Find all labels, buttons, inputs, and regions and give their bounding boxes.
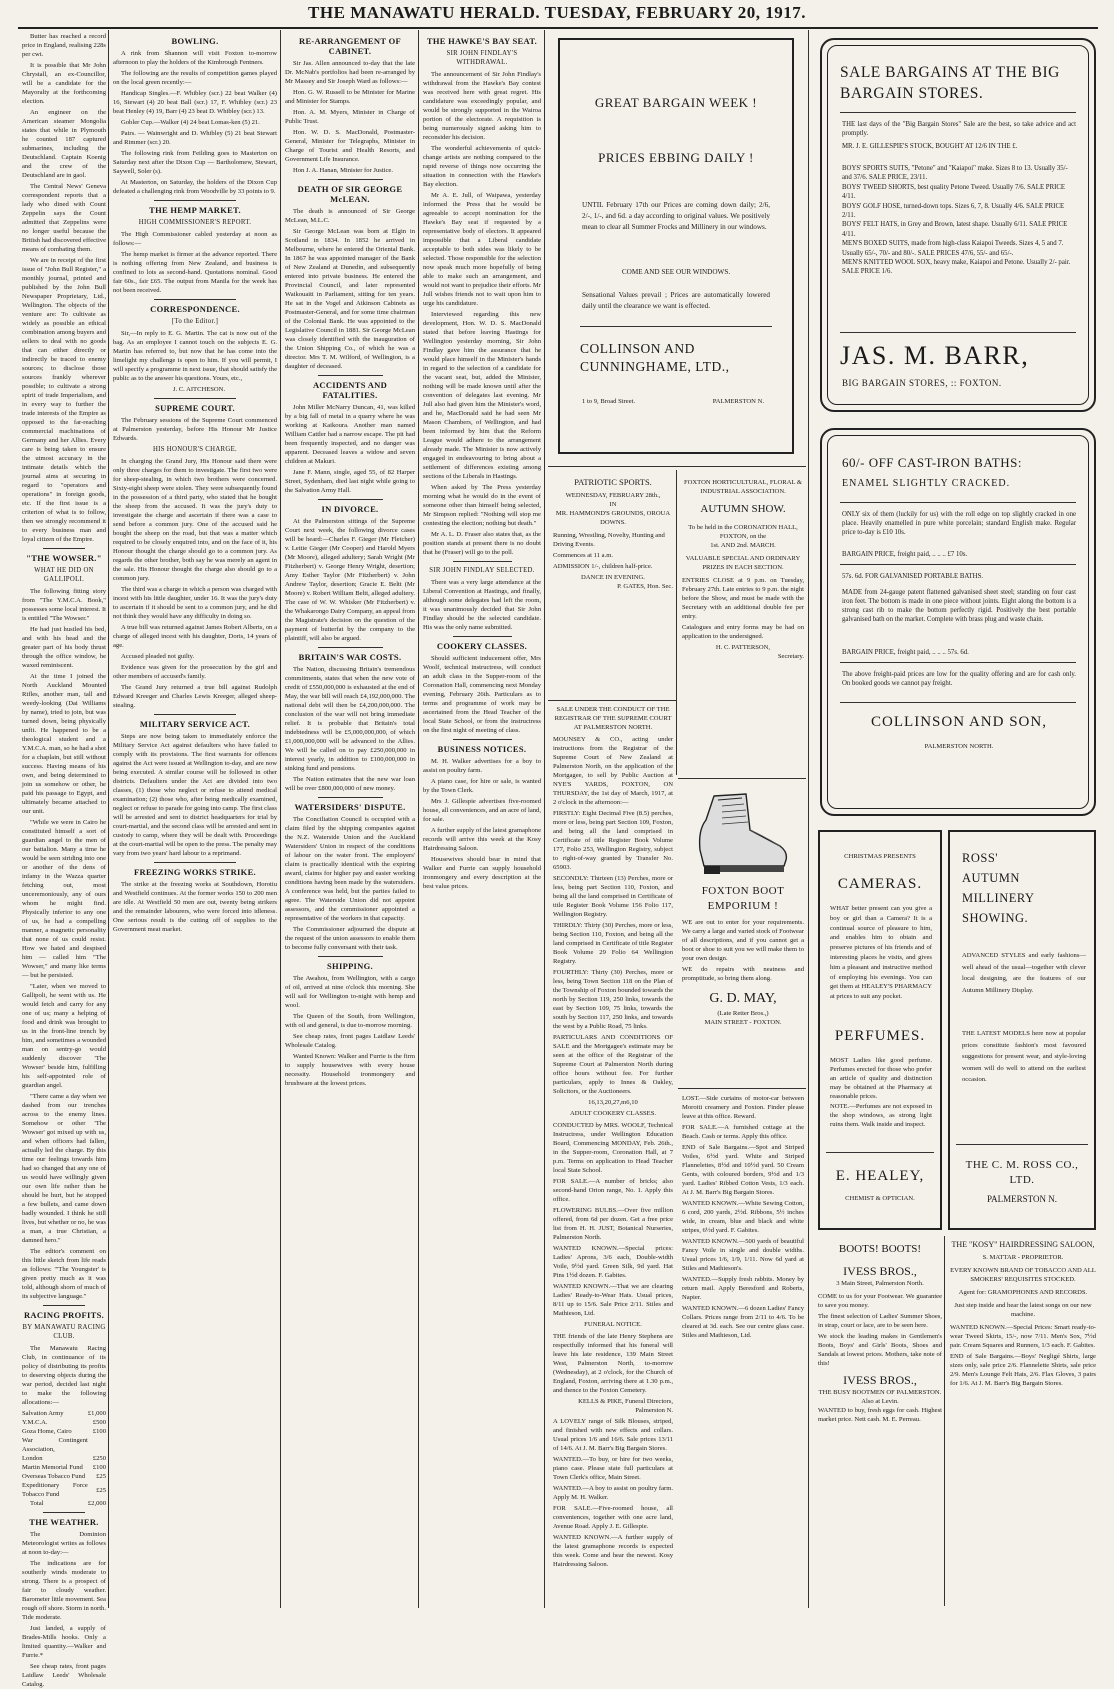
news-paragraph: The indications are for southerly winds moderate to strong. There is a prospect of fair to cloudy weather. Barometer little movement. Sea rough off shore. Storm in north. Tide moderate.: [22, 1560, 106, 1621]
news-paragraph: Handicap Singles.—F. Whibley (scr.) 22 beat Walker (4) 16, Stewart (4) 20 beat Ball (scr.) 17, F. Whibley (scr.) 23 beat Henley (4) 19, Barr (4) 23 beat D. Whibley (scr.) 13.: [113, 90, 277, 115]
news-paragraph: We are in receipt of the first issue of "John Bull Register," a monthly journal, printed and published by the John Bull Newspaper Proprietary, Ltd., Wellington. The objects of the venture are: To cultivate as widely as possible an ethical combination among buyers and sellers to deal with no goods that can either directly or indirectly be traced to enemy sources; to disclose those sources frankly wherever possible; to cultivate a strong spirit of trade Imperialism, and in every way to further the trade interests of the Empire as opposed to the far-reaching commercial machinations of Germany and her Allies. Every care is being taken to ensure the utmost accuracy in the intimate details which the journal aims at securing in regard to "operators and operations" in foreign goods, etc. If the first issue is a criterion of what is to follow, then we strongly recommend it to every business man and loyal citizen of the Empire.: [22, 257, 106, 543]
news-paragraph: Hon J. A. Hanan, Minister for Justice.: [293, 167, 393, 174]
article-heading: MILITARY SERVICE ACT.: [139, 719, 251, 729]
small-ad: FLOWERING BULBS.—Over five million offered, from 6d per dozen. Get a free price list from H. H. JUST, Botanical Nurseries, Palmerston North.: [553, 1207, 673, 1241]
small-ad: END of Sale Bargains.—Boys' Negligé Shirts, large sizes only, sale price 2/6. Flannelette Shirts, sale price 2/9. Men's Lounge Felt Hats, 2/6. Flax Gloves, 3 pairs for 1/6. At J. M. Barr's Big Bargain Stores.: [950, 1353, 1096, 1387]
separator: [43, 1512, 85, 1513]
news-paragraph: The Grand Jury returned a true bill against Rudolph Edward Kreeger and Charles Lewis Kreeger, alleged sheep-stealing.: [113, 684, 277, 709]
sale-paragraph: THIRDLY: Thirty (30) Perches, more or less, being Section 110, Foxton, and being all the land comprised in Certificate of title Register Book Volume 29 Folio 64 Wellington Registry.: [553, 922, 673, 965]
column-3: [285, 32, 415, 1607]
news-paragraph: See cheap rates, front pages Laidlaw Leeds' Wholesale Catalog.: [22, 1663, 106, 1688]
ad-catalogues: Catalogues and entry forms may be had on application to the undersigned.: [682, 624, 804, 640]
ad-rule: [840, 564, 1076, 565]
ad-patriotic-sports: [553, 478, 673, 698]
ad-late: (Late Retter Bros.,): [717, 1010, 769, 1017]
separator: [453, 636, 512, 637]
news-paragraph: A true bill was returned against James Robert Alberts, on a charge of alleged incest with his daughter, Doris, 14 years of age.: [113, 624, 277, 649]
ad-firm: JAS. M. BARR,: [840, 341, 1030, 370]
allocation-amount: £25: [96, 1486, 106, 1494]
article-subheading: SIR JOHN FINDLAY'S WITHDRAWAL.: [446, 50, 518, 66]
ad-healey-pharmacy: [818, 830, 942, 1230]
ad-title: SALE BARGAINS AT THE BIG BARGAIN STORES.: [840, 64, 1060, 102]
ad-p2: THE LATEST MODELS here now at popular prices constitute fashion's most favoured suggestions for present wear, and style-loving women will do well to attend on the earliest occasion.: [962, 1030, 1086, 1083]
news-paragraph: He had just hustled his bed, and with his head and the greater part of his body thrust through the office window, he waxed reminiscent.: [22, 626, 106, 669]
allocation-name: Martin Memorial Fund: [22, 1464, 83, 1471]
column-6: [682, 1094, 804, 1604]
article-heading: THE WEATHER.: [29, 1517, 99, 1527]
allocation-row: [22, 1418, 106, 1427]
news-paragraph: In charging the Grand Jury, His Honour said there were only three charges for them to investigate. The first two were for sheep-stealing, in which two brothers were concerned. Sixty-eight sheep were stolen. They were subsequently found in the possession of a third party, who stated that he bought the sheep from the accused. It was the jury's duty to investigate the charge and ascertain if there was a case to send before a common jury. One of the accused said he bought the sheep on the road, but that was a matter which required to be closely enquired into, and on the face of it, his Honour thought the charge should go to a common jury. As regards the other brother, both say he was merely an agent in the sale. His Honour thought the charge also should go to a common jury.: [113, 458, 277, 582]
article-heading: SHIPPING.: [327, 961, 373, 971]
article-heading: CORRESPONDENCE.: [150, 304, 240, 314]
ad-tag: THE BUSY BOOTMEN OF PALMERSTON.: [818, 1389, 942, 1396]
news-paragraph: Mr A. E. Jull, of Waipawa, yesterday informed the Press that he would be agreeable to accept nomination for the Hawke's Bay seat if requested by a representative body of electors. It appeared impossible that a Liberal candidate acceptable to both sides was likely to be selected. Those responsible for the selection now speak much more hopefully of being able to make such an arrangement, and would not want to prejudice their efforts. Mr Jull wishes friends not to wait upon him to urge his candidature.: [423, 192, 541, 307]
sale-paragraph: SECONDLY: Thirteen (13) Perches, more or less, being part Section 110, Foxton, and being all the land comprised in Certificate of title Register Book Volume 156 Folio 117, Wellington Registry.: [553, 875, 673, 918]
ad-title-1: ROSS': [962, 851, 999, 865]
ad-town: PALMERSTON NORTH.: [924, 743, 994, 750]
ad-body: We stock the leading makes in Gentlemen's Boots, Boys' and Girls' Boots, Shoes and Sandals at lowest prices. Mothers, take note of this!: [818, 1333, 942, 1367]
sale-code: 16,13,20,27,m6,10: [588, 1099, 638, 1106]
separator: [453, 739, 512, 740]
sale-paragraph: PARTICULARS AND CONDITIONS OF SALE and the Mortgagee's estimate may be seen at the office of the Registrar of the Supreme Court at Palmerston North during office hours without fee. For further particulars, apply to Innes & Oakley, Solicitors, or the Auctioneers.: [553, 1034, 673, 1095]
news-paragraph: The editor's comment on this little sketch from life reads as follows: "'The Youngster' is given pretty much as it was told, although shorn of much of its subjective language.": [22, 1248, 106, 1300]
ad-place: MR. HAMMOND'S GROUNDS, OROUA DOWNS.: [555, 510, 671, 526]
ad-title: FOXTON BOOT EMPORIUM !: [701, 885, 785, 912]
ad-dance: DANCE IN EVENING.: [581, 574, 645, 581]
news-paragraph: Hon. A. M. Myers, Minister in Charge of Public Trust.: [285, 109, 415, 125]
news-paragraph: The wonderful achievements of quick-change artists are nothing compared to the rapid reverse of things now occurring the situation in connection with the Hawke's Bay election.: [423, 145, 541, 188]
news-paragraph: A piano case, for hire or sale, is wanted by the Town Clerk.: [423, 778, 541, 794]
ad-firm: E. HEALEY,: [835, 1168, 925, 1184]
ad-boot-emporium: [682, 884, 804, 1084]
ad-autumn-show: [682, 478, 804, 778]
news-paragraph: The Conciliation Council is occupied with a claim filed by the shipping companies against the N.Z. Waterside Union and the Auckland Watersiders' Union in respect of the conditions of labour on the water front. The employers' claim is practically identical with the expiring award, claims for higher pay and easier working conditions having been made by the watersiders. A conference was held, but the parties failed to agree. The Waterside Union did not appoint assessors, and the commissioner appointed a representative of the workers in that capacity.: [285, 816, 415, 922]
separator: [318, 956, 383, 957]
ad-body: WHAT better present can you give a boy or girl than a Camera? It is a continual source of pleasure to him, and enables him to obtain and preserve pictures of his friends and of interesting places he visits, and gives him a pleasant and instructive method of employing his evenings. You can get them at HEALEY'S PHARMACY at prices to suit any pocket.: [830, 905, 932, 1001]
small-ad: A LOVELY range of Silk Blouses, striped, and finished with new effects and collars. Usual prices 1/6 and 16/6. Sale prices 13/11 of 14/6. At J. M. Barr's Big Bargain Stores.: [553, 1418, 673, 1452]
ad-in: IN: [609, 501, 617, 508]
news-paragraph: "Later, when we moved to Gallipoli, he went with us. He would fetch and carry for any one of us; many a helping of food and drink was brought to us in the front-line trench by him, and sometimes a wounded man on sentry-go would suddenly discover 'The Wowser' beside him, fulfilling his self-appointed role of guardian angel.: [22, 983, 106, 1089]
ad-note: Just step inside and hear the latest songs on our new machine.: [954, 1302, 1092, 1318]
ad-p2-head: 57s. 6d. FOR GALVANISED PORTABLE BATHS.: [842, 573, 984, 580]
separator: [154, 862, 236, 863]
news-paragraph: At the Palmerston sittings of the Supreme Court next week, the following divorce cases will be heard:—Charles F. Gieger (Mr Fletcher) v. Lettie Gieger (Mr Cooper) and Harold Myers (Mr Moore), alleged adultery; Sarah Wright (Mr Fitzherbert) v. George Henry Wright, desertion; Amy Esther Taylor (Mr Fitzherbert) v. John Andrew Taylor, desertion; Gracie E. Beltt (Mr Moore) v. Robert William Beltt, alleged adultery. The case of W. W. Whisker (Mr Fitzherbert) v. the Whakarongo Dairy Company, an appeal from the Magistrate's decision on the question of the payment of butterfat by the company to the plaintiff, will also be argued.: [285, 518, 416, 642]
news-paragraph: "There came a day when we dashed from our trenches across to the enemy lines. Somehow or other 'The Wowser' got mixed up with us, and when officers had fallen, actually led the charge. By this time our feelings towards him had so changed that any one of us would have willingly given our own life rather than he should be hurt, but he stopped a few bullets, and came down badly wounded. I think he still lives, but whether or no, he was a man, a true Christian, a damned hero.": [22, 1093, 106, 1244]
separator: [318, 647, 383, 648]
sale-heading: SALE UNDER THE CONDUCT OF THE REGISTRAR OF THE SUPREME COURT AT PALMERSTON NORTH.: [554, 706, 672, 731]
ad-divider: [676, 470, 677, 775]
small-ad: WANTED KNOWN.—500 yards of beautiful Fancy Voile in single and double widths. Usual prices 1/6, 1/9, 1/11. Now 6d yard at Stiles and Mathieson's.: [682, 1238, 804, 1272]
ad-rule: [840, 502, 1076, 503]
news-paragraph: Gobler Cup.—Walker (4) 24 beat Lomas-ken (5) 21.: [121, 119, 260, 126]
news-paragraph: The announcement of Sir John Findlay's withdrawal from the Hawke's Bay contest was received here with great regret. His candidature was exceedingly popular, and would be strongly supported in the Wairoa portion of the electorate. A requisition is being numerously signed asking him to reconsider his decision.: [423, 71, 541, 141]
allocation-amount: £100: [92, 1428, 106, 1435]
ad-p1-price: BARGAIN PRICE, freight paid, .. .. .. £7 10s.: [842, 551, 968, 558]
ad-p3: The above freight-paid prices are low for the quality offering and are for cash only. On booked goods we cannot pay freight.: [842, 671, 1076, 687]
small-ad: END of Sale Bargains.—Spot and Striped Voiles, 6½d yard. White and Striped Flannelettes, 8½d and 10½d yard. 50 Cream Gents, with coloured borders, 9½d and 1/3 yard. Ladies' Ribbed Cotton Vests, 1/3 each. At J. M. Barr's Big Bargain Stores.: [682, 1144, 804, 1196]
ad-title-4: SHOWING.: [962, 911, 1029, 925]
news-paragraph: The hemp market is firmer at the advance reported. There is nothing offering from New Zealand, and business is confined to lots as second-hand. Quotations nominal. Good fair 60s., fair £65. The output from Manila for the week has not been received.: [113, 251, 277, 294]
article-heading: "THE WOWSER.": [26, 553, 102, 563]
ad-time: Commences at 11 a.m.: [553, 552, 614, 559]
article-heading: DEATH OF SIR GEORGE McLEAN.: [297, 184, 403, 204]
small-ad: WANTED.—A boy to assist on poultry farm. Apply M. H. Walker.: [553, 1485, 673, 1501]
ad-held: To be held in the CORONATION HALL, FOXTON, on the: [688, 524, 798, 540]
small-ad: WANTED.—Supply fresh rabbits. Money by return mail. Apply Beresford and Roberts, Napier.: [682, 1276, 804, 1301]
news-paragraph: Should sufficient inducement offer, Mrs Woolf, technical instructress, will conduct an adult class in the Supper-room of the Coronation Hall, commencing next Monday evening, February 26th. Particulars as to terms and programme of work may be ascertained from the Head Teacher of the local State School, or from the instructress on the first night of meeting of class.: [423, 655, 541, 734]
ad-date: WEDNESDAY, FEBRUARY 28th.,: [565, 492, 661, 499]
allocation-table: [22, 1409, 106, 1508]
ad-sec: P. GATES, Hon. Sec.: [617, 583, 673, 590]
ad-firm: COLLINSON AND CUNNINGHAME, LTD.,: [580, 341, 730, 374]
ad-entries: ENTRIES CLOSE at 9 p.m. on Tuesday, February 27th. Late entries to 9 p.m. the night before the Show, and must be made with the Secretary with an additional double fee per entry.: [682, 577, 804, 620]
allocation-total-label: Total: [30, 1500, 44, 1507]
allocation-total-amount: £2,000: [87, 1500, 106, 1507]
ad-body: The finest selection of Ladies' Summer Shoes, in strap, court or lace, are to be seen here.: [818, 1313, 942, 1329]
article-heading: BOWLING.: [171, 36, 219, 46]
ad-rule: [956, 1144, 1088, 1145]
ad-divider: [944, 1236, 945, 1606]
allocation-name: London: [22, 1455, 43, 1462]
column-divider: [418, 30, 419, 1608]
ad-title: AUTUMN SHOW.: [700, 503, 786, 515]
ad-item: BOYS' GOLF HOSE, turned-down tops. Sizes 6, 7, 8. Usually 4/6. SALE PRICE 2/11.: [842, 202, 1065, 220]
article-heading: RACING PROFITS.: [23, 1310, 105, 1320]
news-paragraph: The High Commissioner cabled yesterday at noon as follows:—: [113, 231, 277, 247]
news-paragraph: When asked by The Press yesterday morning what he would do in the event of someone other than himself being selected, Mr Simpson replied: "Nothing will stop me contesting the election; nothing but death.": [423, 484, 541, 527]
news-paragraph: It is possible that Mr John Chrystall, an ex-Councillor, will be a candidate for the Mayoralty at the forthcoming election.: [22, 62, 106, 105]
news-paragraph: At the time I joined the North Auckland Mounted Rifles, another man, tall and weedy-looking (Dai Williams by name), tried to join, but was turned down, being physically unfit. He happened to be a theological student and a Y.M.C.A. man, so he had a shot for a chaplain, but still without success. Having means of his own, and being determined to join us somehow or other, he paid his passage to Egypt, and ultimately became attached to our unit.: [22, 673, 106, 815]
ad-rule: [678, 778, 806, 779]
small-ad: WANTED KNOWN.—White Sewing Cotton, 6 cord, 200 yards, 2½d. Ribbons, 5½ inches wide, in cream, blue and black and white stripes, 6½d yard. F. Gabites.: [682, 1200, 804, 1234]
ad-title-2: AUTUMN: [962, 871, 1020, 885]
ad-items: [842, 164, 1076, 277]
news-paragraph: See cheap rates, front pages Laidlaw Leeds' Wholesale Catalog.: [285, 1033, 415, 1049]
ad-intro: THE last days of the "Big Bargain Stores" Sale are the best, so take advice and act promptly.: [842, 121, 1076, 137]
column-4: [423, 32, 541, 1607]
funeral-body: THE friends of the late Henry Stephens are respectfully informed that his funeral will leave his late residence, 139 Main Street West, Palmerston North, to-morrow (Wednesday), at 2 o'clock, for the Church of England, Foxton, arriving there at 1.30 p.m., and thence to the Foxton Cemetery.: [553, 1333, 673, 1394]
allocation-name: Goza Home, Cairo: [22, 1428, 72, 1435]
news-paragraph: The death is announced of Sir George McLean, M.L.C.: [285, 208, 415, 224]
ad-rule: [840, 112, 1076, 113]
ad-subtitle: ENAMEL SLIGHTLY CRACKED.: [842, 478, 1011, 489]
ad-sec: H. C. PATTERSON,: [715, 644, 771, 651]
article-subheading: HIS HONOUR'S CHARGE.: [152, 446, 238, 453]
masthead-rule: [18, 27, 1098, 29]
article-heading: FREEZING WORKS STRIKE.: [134, 867, 256, 877]
news-paragraph: The following fitting story from "The Y.M.C.A. Book," possesses some local interest. It is entitled "The Wowser.": [22, 588, 106, 622]
column-1: [22, 32, 106, 1688]
separator: [154, 200, 236, 201]
ad-rule: [840, 702, 1076, 703]
news-paragraph: Mrs J. Gillespie advertises five-roomed house, all conveniences, and an acre of land, for sale.: [423, 798, 541, 823]
small-ad: FOR SALE.—Five-roomed house, all conveniences, together with one acre land, Avenue Road. Apply J. E. Gillespie.: [553, 1505, 673, 1530]
ad-title: BOOTS! BOOTS!: [838, 1243, 922, 1255]
ad-store: BIG BARGAIN STORES, :: FOXTON.: [842, 378, 1002, 388]
small-ad: FOR SALE.—A furnished cottage at the Beach. Cash or terms. Apply this office.: [682, 1124, 804, 1140]
ad-firm: THE C. M. ROSS CO., LTD.: [965, 1159, 1079, 1186]
ad-rule: [580, 326, 772, 327]
allocation-name: War Contingent Association,: [22, 1437, 88, 1453]
news-paragraph: Jane F. Mann, single, aged 55, of 82 Harper Street, Sydenham, died last night while going to the Salvation Army Hall.: [285, 469, 415, 494]
separator: [43, 1305, 85, 1306]
ad-body: EVERY KNOWN BRAND OF TOBACCO AND ALL SMOKERS' REQUISITES STOCKED.: [950, 1267, 1096, 1283]
ad-rule: [548, 700, 676, 701]
ad-firm-2: IVESS BROS.,: [843, 1373, 917, 1387]
allocation-name: Expeditionary Force Tobacco Fund: [22, 1482, 88, 1498]
article-heading: SUPREME COURT.: [155, 403, 235, 413]
sale-paragraph: MOUNSEY & CO., acting under instructions from the Registrar of the Supreme Court of New Zealand at Palmerston North, on the application of the Mortgagee, to sell by Public Auction at NYE'S YARDS, FOXTON, ON THURSDAY, the 1st day of March, 1917, at 2 o'clock in the afternoon:—: [553, 736, 673, 806]
small-ad: WANTED to buy, fresh eggs for cash. Highest market price. Nett cash. M. E. Perreau.: [818, 1407, 942, 1423]
ad-body: WE are out to enter for your requirements. We carry a large and varied stock of Footwear of all descriptions, and if you cannot get a boot or shoe to suit you we will make them to your own design.: [682, 919, 804, 962]
column-divider: [808, 30, 809, 1608]
ad-note: NOTE.—Perfumes are not exposed in the shop windows, as strong light ruins them. Walk inside and inspect.: [830, 1103, 932, 1128]
small-ad: WANTED KNOWN.—That we are clearing Ladies' Ready-to-Wear Hats. Usual prices, 8/11 up to 15/6. Sale Price 2/11. Stiles and Mathieson, Ltd.: [553, 1283, 673, 1317]
allocation-amount: [88, 1436, 106, 1454]
ad-town: PALMERSTON N.: [986, 1194, 1058, 1204]
ad-title: CAMERAS.: [837, 876, 923, 892]
ad-title: THE "KOSY" HAIRDRESSING SALOON,: [951, 1240, 1095, 1249]
ad-p1: ONLY six of them (luckily for us) with the roll edge on top slightly cracked in one place. Heavily enamelled in pure white porcelain; standard English make. Regular price to-day is £10 10s.: [842, 511, 1076, 536]
small-ad: WANTED.—To buy, or hire for two weeks, piano case. Please state full particulars at Town Clerk's office, Main Street.: [553, 1456, 673, 1481]
ad-p2-price: BARGAIN PRICE, freight paid, .. .. .. 57s. 6d.: [842, 649, 969, 656]
ad-item: BOYS' SPORTS SUITS, "Petone" and "Kaiapoi" make. Sizes 8 to 13. Usually 35/- and 37/6. SALE PRICE, 23/11.: [842, 165, 1068, 182]
ad-firm: COLLINSON AND SON,: [871, 714, 1047, 730]
news-paragraph: John Miller McNarry Duncan, 41, was killed by a big fall of metal in a quarry where he was working at Kaikoura. Another man named William Cattler had a narrow escape. The pit had been frequently inspected, and no danger was apparent. Deceased leaves a widow and seven children at Makuri.: [285, 404, 415, 465]
ad-cast-iron-baths: [820, 428, 1096, 816]
article-heading: ACCIDENTS AND FATALITIES.: [312, 380, 388, 400]
ad-org: FOXTON HORTICULTURAL, FLORAL & INDUSTRIAL ASSOCIATION.: [683, 479, 803, 495]
ad-body: COME to us for your Footwear. We guarantee to save you money.: [818, 1293, 942, 1309]
ad-town: PALMERSTON N.: [712, 398, 764, 405]
funeral-sig: KELLS & PIKE, Funeral Directors, Palmerston N.: [578, 1398, 673, 1414]
news-paragraph: The Central News' Geneva correspondent reports that a lady who dined with Count Zeppelin says the Count admitted that Zeppelins were no longer useful because the British had discovered effective means of combating them.: [22, 183, 106, 253]
news-paragraph: Sir,—In reply to E. G. Martin. The cat is now out of the bag. As an employee I cannot touch on the subjects E. G. Martin has referred to, but now that he has come into the limelight my challenge is open to him. If you will permit, I will specify a programme in next issue, that should satisfy the public as to the answer his questions. Yours, etc.,: [113, 330, 277, 382]
article-subheading: WHAT HE DID ON GALLIPOLI.: [34, 567, 94, 583]
adult-title: ADULT COOKERY CLASSES.: [569, 1110, 657, 1117]
ad-item: BOYS' FELT HATS, in Grey and Brown, latest shape. Usually 6/11. SALE PRICE 4/11.: [842, 221, 1068, 238]
article-heading: IN DIVORCE.: [321, 504, 379, 514]
column-divider: [108, 30, 109, 1608]
article-subheading: SIR JOHN FINDLAY SELECTED.: [429, 567, 535, 574]
news-paragraph: Sir Jas. Allen announced to-day that the late Dr. McNab's portfolios had been re-arranged by Mr Massey and Sir Joseph Ward as follows:—: [285, 60, 415, 85]
news-paragraph: Accused pleaded not guilty.: [121, 653, 195, 660]
ad-perf-title: PERFUMES.: [834, 1028, 926, 1044]
news-paragraph: The Nation estimates that the new war loan will be over £800,000,000 of new money.: [285, 776, 415, 792]
news-paragraph: Housewives should bear in mind that Walker and Furrie can supply household ironmongery and every description at the best value prices.: [423, 856, 541, 890]
allocation-name: Salvation Army: [22, 1410, 64, 1417]
ad-item: BOYS' TWEED SHORTS, best quality Petone Tweed. Usually 7/6. SALE PRICE 4/11.: [842, 183, 1066, 201]
news-paragraph: A further supply of the latest gramaphone records will arrive this week at the Kosy Hairdressing Saloon.: [423, 827, 541, 852]
news-paragraph: Steps are now being taken to immediately enforce the Military Service Act against defaulters who have failed to comply with its provisions. The first warrants for offences against the Act were issued at Wellington to-day, and are now being executed. A similar course will be followed in other districts. Defaulters under the Act are divided into two classes, (1) those who neglect or refuse to attend medical examination; (2) those who, after being medically examined, neglect or refuse to parade for going into camp. The first class will be arrested and sent to district headquarters for trial by court-martial, and the second class will be arrested and sent in custody to camp, where they will be dealt with. Proceedings at the court-martial will be open to the press. The penalty may vary from two years' hard labour to a reprimand.: [113, 733, 277, 857]
column-divider: [280, 30, 281, 1608]
separator: [318, 179, 383, 180]
allocation-row: [22, 1481, 106, 1499]
ad-firm-sub: CHEMIST & OPTICIAN.: [845, 1195, 915, 1202]
news-paragraph: The Awahou, from Wellington, with a cargo of oil, arrived at nine o'clock this morning. She will sail for Wellington to-night with hemp and wool.: [285, 975, 415, 1009]
allocation-name: Y.M.C.A.: [22, 1419, 48, 1426]
article-heading: RE-ARRANGEMENT OF CABINET.: [299, 36, 401, 56]
news-paragraph: Hon. W. D. S. MacDonald, Postmaster-General, Minister for Telegraphs, Minister in Charge of Tourist and Health Resorts, and Government Life Insurance.: [285, 129, 415, 163]
sale-paragraph: FIRSTLY: Eight Decimal Five (8.5) perches, more or less, being part Section 109, Foxton, and being all the land comprised in Certificate of title Register Book Volume 177, Folio 253, Wellington Registry, subject to right-of-way granted by Transfer No. 65903.: [553, 810, 673, 871]
news-paragraph: The following rink from Feilding goes to Masterton on Saturday next after the Dixon Cup — Bartholomew, Stewart, Saywell, Soler (s).: [113, 150, 277, 175]
ad-item: MEN'S BOXED SUITS, made from high-class Kaiapoi Tweeds. Sizes 4, 5 and 7. Usually 65/-, 70/- and 80/-. SALE PRICES 47/6, 55/- and 65/-.: [842, 240, 1064, 257]
separator: [154, 714, 236, 715]
separator: [318, 499, 383, 500]
ad-title: GREAT BARGAIN WEEK !: [594, 95, 758, 110]
small-ad: WANTED KNOWN.—Special Prices: Smart ready-to-wear Tweed Skirts, 15/-, now 7/11. Men's Sox, 7½d pair. Cream Squares and Runners, 1/3 each. F. Gabites.: [950, 1324, 1096, 1349]
allocation-amount: £100: [92, 1464, 106, 1471]
column-2: [113, 32, 277, 1607]
ad-firm: G. D. MAY,: [709, 991, 777, 1006]
news-paragraph: Mr A. L. D. Fraser also states that, as the position stands at present there is no doubt that he (Fraser) will go to the poll.: [423, 531, 541, 556]
news-paragraph: Evidence was given for the prosecution by the girl and other members of accused's family.: [113, 664, 277, 680]
small-ad: WANTED KNOWN.—6 dozen Ladies' Fancy Collars. Prices range from 2/11 to 4/6. To be cleared at 3d. each. See our centre glass case. Stiles and Mathieson, Ltd.: [682, 1305, 804, 1339]
ad-rule: [548, 466, 806, 467]
article-subheading: BY MANAWATU RACING CLUB.: [22, 1324, 106, 1340]
allocation-amount: £1,000: [87, 1410, 106, 1417]
allocation-row: [22, 1463, 106, 1472]
ad-p2: MADE from 24-gauge patent flattened galvanised sheet steel; standing on four cast iron feet. The bottom is made in one piece without joints. Eight along the bottom is a strong cast rib to make the bottom perfectly rigid. Positively the best portable galvanised bath on the market. Complete with brass plug and waste chain.: [842, 589, 1076, 623]
separator: [318, 375, 383, 376]
news-paragraph: M. H. Walker advertises for a boy to assist on poultry farm.: [423, 758, 541, 774]
news-paragraph: The Commissioner adjourned the dispute at the request of the union assessors to enable them to become fully conversant with their task.: [285, 926, 415, 951]
news-paragraph: "While we were in Cairo he constituted himself a sort of guardian angel to the men of our battalion. Many a time he would be seen striding into one or another of the dens of infamy in the Wazza quarter fetching out, most unceremoniously, any of ours whom he might find. Physically inferior to any one of us, he had a compelling manner, a magnetic personality that none of us could resist. How we hated and despised him — called him "The Wowser," and many like terms — but he persisted.: [22, 819, 106, 979]
news-paragraph: The following are the results of competition games played on the local green recently:—: [113, 70, 277, 86]
ad-sale-bargains: [820, 38, 1096, 412]
allocation-amount: £25: [96, 1473, 106, 1480]
masthead: THE MANAWATU HERALD. TUESDAY, FEBRUARY 20, 1917.: [308, 3, 806, 22]
news-paragraph: Sir George McLean was born at Elgin in Scotland in 1834. In 1852 he arrived in Melbourne, where he entered the Oriental Bank. In 1867 he was appointed manager of the Bank of New Zealand at Dunedin, and subsequently entered into private business. He entered the Provincial Council, and later represented Waikouaiti in Parliament, sitting for ten years. He sat in the Vogel and Atkinson Cabinets as Postmaster-General, and for some time chairman of the Colonial Bank. He was appointed to the Legislative Council in 1881. Sir George McLean was closely identified with the inauguration of the Union Shipping Co., of which he was a director. Mrs T. M. Wilford, of Wellington, is a daughter of deceased.: [285, 228, 415, 370]
news-paragraph: Pairs. — Wainwright and D. Whibley (5) 21 beat Stewart and Rimmer (scr.) 20.: [113, 130, 277, 146]
ad-rule: [840, 332, 1076, 333]
ad-sec-title: Secretary.: [777, 653, 804, 660]
allocation-row: [22, 1427, 106, 1436]
adult-body: CONDUCTED by MRS. WOOLF, Technical Instructress, under Wellington Education Board, Commencing MONDAY, Feb. 26th., in the Supper-room, Coronation Hall, at 7 p.m. Terms on application to Head Teacher local State School.: [553, 1122, 673, 1174]
ad-ross-millinery: [948, 830, 1096, 1230]
ad-come: COME AND SEE OUR WINDOWS.: [621, 268, 731, 276]
separator: [453, 561, 512, 562]
article-heading: BRITAIN'S WAR COSTS.: [298, 652, 402, 662]
article-heading: THE HEMP MARKET.: [149, 205, 241, 215]
ad-body: UNTIL February 17th our Prices are coming down daily; 2/6, 2/-, 1/-, and 6d. a day according to original values. We positively mean to clear all Summer Frocks and Millinery in our windows.: [582, 201, 770, 231]
signature: J. C. AITCHESON.: [172, 386, 226, 393]
ad-repair: WE do repairs with neatness and promptitude, so bring them along.: [682, 966, 804, 982]
news-paragraph: A rink from Shannon will visit Foxton to-morrow afternoon to play the holders of the Kimbrough Fentners.: [113, 50, 277, 66]
ad-rule: [840, 662, 1076, 663]
separator: [318, 797, 383, 798]
ad-ivess-bros: [818, 1236, 942, 1606]
ad-title: 60/- OFF CAST-IRON BATHS:: [842, 455, 1022, 470]
ad-title-3: MILLINERY: [962, 891, 1035, 905]
allocation-row: [22, 1454, 106, 1463]
ad-sensational: Sensational Values prevail ; Prices are automatically lowered daily until the clearance we want is effected.: [582, 291, 770, 310]
allocation-total-row: [22, 1499, 106, 1508]
ad-addr: MAIN STREET - FOXTON.: [704, 1019, 782, 1026]
ad-address: 1 to 9, Broad Street.: [582, 398, 636, 405]
ad-dates: 1st. AND 2nd. MARCH.: [710, 542, 776, 549]
news-paragraph: Interviewed regarding this new development, Hon. W. D. S. MacDonald stated that before leaving Hastings for Wellington yesterday morning, Sir John Findlay gave him the assurance that he would place himself in the Minister's hands in regard to the selection of a candidate for the vacant seat, but, added the Minister, nothing will be made known until after the convention of delegates last evening. Mr Jull also had given him the Minister's word, and he, MacDonald said he had seen Mr Mason Chambers, of Wellington, and had been informed by him that the Reform League would adhere to the arrangement already made. The Minister is now actively engaged in endeavouring to bring about a settlement of differences existing among sections of the Liberals in Hastings.: [423, 311, 541, 480]
allocation-row: [22, 1409, 106, 1418]
news-paragraph: Hon. G. W. Russell to be Minister for Marine and Minister for Stamps.: [285, 89, 415, 105]
article-heading: THE HAWKE'S BAY SEAT.: [426, 36, 538, 46]
article-subheading: HIGH COMMISSIONER'S REPORT.: [138, 219, 252, 226]
ad-bargain-week: [558, 38, 794, 454]
ad-kosy-saloon: [950, 1240, 1096, 1606]
news-paragraph: Butter has reached a record price in England, realising 228s per cwt.: [22, 33, 106, 58]
small-ad: LOST.—Side curtains of motor-car between Moroiti creamery and Foxton. Finder please leave at this office. Reward.: [682, 1095, 804, 1120]
news-paragraph: The February sessions of the Supreme Court commenced at Palmerston yesterday, before His Honour Mr Justice Edwards.: [113, 417, 277, 442]
allocation-row: [22, 1436, 106, 1454]
allocation-row: [22, 1472, 106, 1481]
small-ad: FOR SALE.—A number of bricks; also second-hand Orion range, No. 1. Apply this office.: [553, 1178, 673, 1203]
news-paragraph: At Masterton, on Saturday, the holders of the Dixon Cup defeated a challenging rink from Woodville by 33 points to 9.: [113, 179, 277, 195]
news-paragraph: The Queen of the South, from Wellington, with oil and general, is due to-morrow morning.: [285, 1013, 415, 1029]
allocation-amount: £500: [92, 1419, 106, 1426]
news-paragraph: The strike at the freezing works at Southdown, Horotiu and Westfield continues. At the former works 150 to 200 men are idle. At Westfield 50 men are out, twenty being strikers and the remainder labourers, who were forced into idleness. One serious result is the cutting off of supplies to the Government meat market.: [113, 881, 277, 933]
news-paragraph: An engineer on the American steamer Mongolia states that while in Plymouth he counted 187 captured submarines, including the Deutschland. Captain Koenig and the crew of the Deutschland are in gaol.: [22, 109, 106, 179]
ad-title: PATRIOTIC SPORTS.: [574, 477, 652, 487]
article-heading: COOKERY CLASSES.: [436, 641, 528, 651]
news-paragraph: The Manawatu Racing Club, in continuance of its policy of distributing its profits to deserving objects during the war period, decided last night to make the following allocations:—: [22, 1345, 106, 1406]
ad-rule: [826, 1152, 934, 1153]
news-paragraph: The Dominion Meteorologist writes as follows at noon to-day:—: [22, 1531, 106, 1556]
small-ad: WANTED KNOWN.—Special prices: Ladies' Aprons, 3/6 each, Double-width Voile, 9½d yard. Green Silk, 9d yard. Hat Pins 1½d dozen. F. Gabites.: [553, 1245, 673, 1279]
column-5: [553, 705, 673, 1605]
news-paragraph: Just landed, a supply of Brades-Mills hooks. Only a limited quantity.—Walker and Furrie.*: [22, 1625, 106, 1659]
news-paragraph: The third was a charge in which a person was charged with incest with his little daughter, under 16. It was the jury's duty to ascertain if it should be sent to a common jury, and he did not think they would have any difficulty in doing so.: [113, 586, 277, 620]
small-ad: WANTED KNOWN.—A further supply of the latest gramaphone records is expected this week. Come and hear the newest. Kosy Hairdressing Saloon.: [553, 1534, 673, 1568]
ad-agent: Agent for: GRAMOPHONES AND RECORDS.: [958, 1289, 1088, 1296]
ad-subtitle: PRICES EBBING DAILY !: [598, 150, 754, 165]
ad-prizes: VALUABLE SPECIAL AND ORDINARY PRIZES IN EACH SECTION.: [685, 555, 801, 571]
separator: [43, 548, 85, 549]
ad-stock: MR. J. E. GILLESPIE'S STOCK, BOUGHT AT 12/6 IN THE £.: [842, 143, 1018, 150]
funeral-title: FUNERAL NOTICE.: [584, 1321, 642, 1328]
boot-illustration: [684, 790, 792, 880]
news-paragraph: Wanted Known: Walker and Furrie is the firm to supply housewives with every house necessity. Household ironmongery and brushware at the lowest prices.: [285, 1053, 415, 1087]
ad-events: Running, Wrestling, Novelty, Hunting and Driving Events.: [553, 532, 665, 548]
column-divider: [544, 30, 545, 1608]
article-heading: BUSINESS NOTICES.: [437, 744, 527, 754]
ad-item: MEN'S KNITTED WOOL SOX, heavy make, Kaiapoi and Petone. Usually 2/- pair. SALE PRICE 1/6.: [842, 259, 1071, 276]
ad-prop: S. MATTAR - PROPRIETOR.: [982, 1254, 1064, 1261]
ad-p1: ADVANCED STYLES and early fashions—well ahead of the usual—together with clever local designing, are the features of our Autumn Millinery Display.: [962, 952, 1086, 994]
ad-head: CHRISTMAS PRESENTS: [844, 853, 916, 860]
news-paragraph: The Nation, discussing Britain's tremendous commitments, states that when the new vote of credit of £550,000,000 is exhausted at the end of May, the war bill will reach £4,192,000,000. The national debt will then be £4,200,000,000. The conclusion of the war will not bring immediate relief. It is probable that Britain's total indebtedness will be £5,000,000,000, of which £1,000,000,000 will be advanced to the Allies. We will be called on to pay £250,000,000 in interest yearly, in addition to £100,000,000 in sinking fund and pensions.: [285, 666, 415, 772]
article-subheading: [To the Editor.]: [171, 318, 219, 325]
ad-addr: 3 Main Street, Palmerston North.: [836, 1280, 924, 1287]
ad-perf: MOST Ladies like good perfume. Perfumes erected for those who prefer an article of quality and distinction may be obtained at the Pharmacy at reasonable prices.: [830, 1057, 932, 1100]
ad-rule: [678, 1088, 806, 1089]
separator: [154, 299, 236, 300]
news-paragraph: There was a very large attendance at the Liberal Convention at Hastings, and finally, although some delegates had left the room, it was unanimously decided that Sir John Findlay should be the selected candidate. His was the only name submitted.: [423, 579, 541, 631]
allocation-name: Overseas Tobacco Fund: [22, 1473, 86, 1480]
allocation-amount: £250: [92, 1455, 106, 1462]
ad-firm: IVESS BROS.,: [843, 1264, 917, 1278]
separator: [154, 398, 236, 399]
article-heading: WATERSIDERS' DISPUTE.: [294, 802, 406, 812]
ad-also: Also at Levin.: [861, 1398, 899, 1405]
sale-paragraph: FOURTHLY: Thirty (30) Perches, more or less, being Town Section 118 on the Plan of the Township of Foxton bounded towards the north by Section 119, 250 links, towards the east by Section 109, 75 links, towards the south by Section 117, 250 links, and towards the west by a Public Road, 75 links.: [553, 969, 673, 1030]
ad-admission: ADMISSION 1/-, children half-price.: [553, 563, 653, 570]
